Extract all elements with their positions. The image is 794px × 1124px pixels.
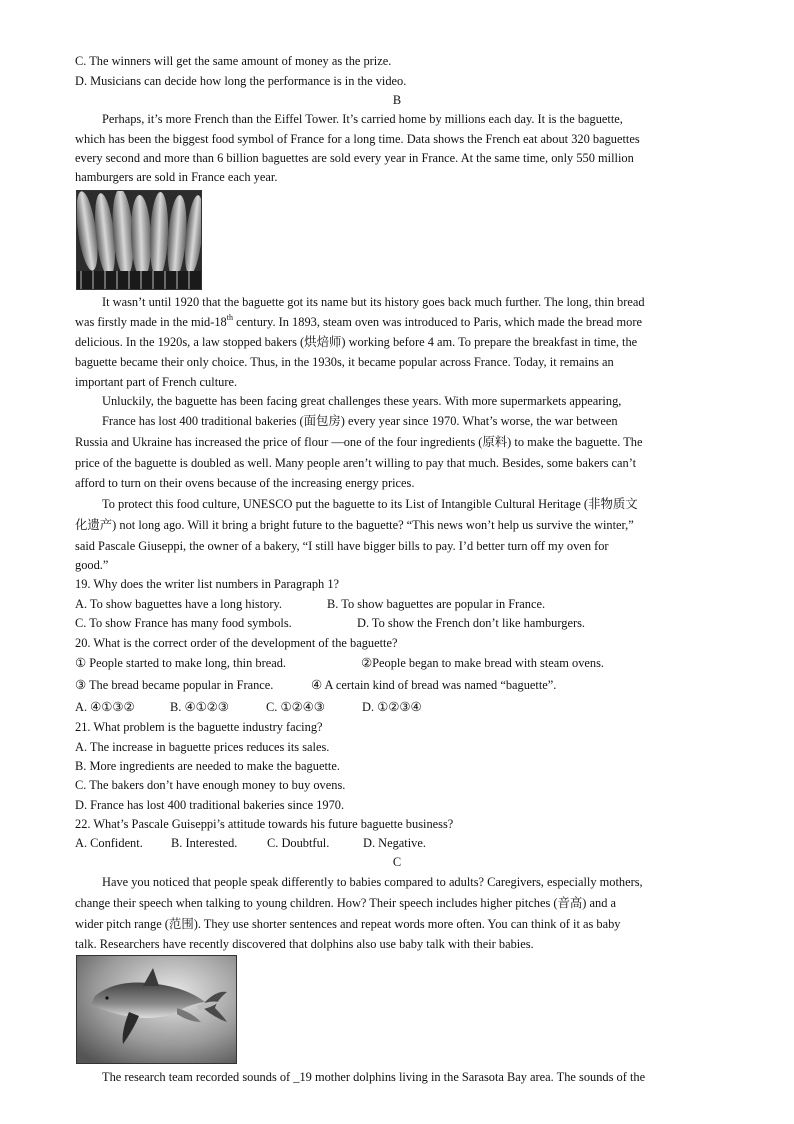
para-c1-line: wider pitch range (范围). They use shorter sentences and repeat words more often. You can think of it as baby xyxy=(75,917,621,931)
option-d: D. Negative. xyxy=(363,836,426,850)
question-20-statements-row1 xyxy=(75,654,718,673)
para-b2-line: It wasn’t until 1920 that the baguette got its name but its history goes back much further. The long, thin bread xyxy=(102,295,645,309)
option-b: B. More ingredients are needed to make the baguette. xyxy=(75,759,340,773)
para-b4-line: France has lost 400 traditional bakeries (面包房) every year since 1970. What’s worse, the war between xyxy=(102,414,618,428)
para-b2-line: delicious. In the 1920s, a law stopped bakers (烘焙师) working before 4 am. To prepare the breakfast in time, the xyxy=(75,335,638,349)
option-c: C. Doubtful. xyxy=(267,836,330,850)
statement-3: ③ The bread became popular in France. xyxy=(75,678,274,692)
para-b5-line: good.” xyxy=(75,558,109,572)
option-c: C. ①②④③ xyxy=(266,700,325,714)
statement-1: ① People started to make long, thin bread. xyxy=(75,656,287,670)
question-20-options xyxy=(75,698,718,717)
para-c2-line: The research team recorded sounds of _19 mother dolphins living in the Sarasota Bay area. The sounds of the xyxy=(102,1070,646,1084)
para-b4-line: price of the baguette is doubled as well. Many people aren’t willing to pay that much. Besides, some bakers can’t xyxy=(75,456,637,470)
para-b2-line: important part of French culture. xyxy=(75,375,238,389)
question-20-statements-row2 xyxy=(75,676,718,695)
para-b1-line: which has been the biggest food symbol of France for a long time. Data shows the French eat about 320 baguettes xyxy=(75,132,640,146)
para-b2-line: baguette became their only choice. Thus, in the 1930s, it became popular across France. Today, it remains an xyxy=(75,355,614,369)
section-c-label: C xyxy=(392,855,402,869)
option-b: B. ④①②③ xyxy=(170,700,229,714)
para-b4-line: Russia and Ukraine has increased the price of flour —one of the four ingredients (原料) to make the baguette. The xyxy=(75,435,643,449)
dolphin-photo xyxy=(76,955,237,1064)
option-d-line: D. Musicians can decide how long the performance is in the video. xyxy=(75,74,407,88)
para-c1-line: change their speech when talking to young children. How? Their speech includes higher pitches (音高) and a xyxy=(75,896,617,910)
para-b4-line: afford to turn on their ovens because of the increasing energy prices. xyxy=(75,476,415,490)
para-b1-line: every second and more than 6 billion baguettes are sold every year in France. At the same time, only 550 million xyxy=(75,151,634,165)
option-a: A. To show baguettes have a long history. xyxy=(75,597,282,611)
question-22: 22. What’s Pascale Guiseppi’s attitude towards his future baguette business? xyxy=(75,817,454,831)
option-b: B. To show baguettes are popular in France. xyxy=(327,597,546,611)
option-a: A. ④①③② xyxy=(75,700,135,714)
option-b: B. Interested. xyxy=(171,836,238,850)
para-c1-line: talk. Researchers have recently discovered that dolphins also use baby talk with their babies. xyxy=(75,937,534,951)
section-b-label: B xyxy=(392,93,402,107)
baguette-photo xyxy=(76,190,202,290)
option-c: C. To show France has many food symbols. xyxy=(75,616,292,630)
statement-4: ④ A certain kind of bread was named “baguette”. xyxy=(311,678,557,692)
para-b3-line: Unluckily, the baguette has been facing great challenges these years. With more supermarkets appearing, xyxy=(102,394,622,408)
option-d: D. France has lost 400 traditional bakeries since 1970. xyxy=(75,798,345,812)
option-a: A. The increase in baguette prices reduces its sales. xyxy=(75,740,330,754)
para-b2-line: was firstly made in the mid-18th century. In 1893, steam oven was introduced to Paris, which made the bread more xyxy=(75,313,642,329)
question-22-options xyxy=(75,834,718,853)
option-c: C. The bakers don’t have enough money to buy ovens. xyxy=(75,778,346,792)
statement-2: ②People began to make bread with steam ovens. xyxy=(361,656,605,670)
question-19-options-row2 xyxy=(75,614,718,633)
question-19-options-row1 xyxy=(75,595,718,614)
question-21: 21. What problem is the baguette industry facing? xyxy=(75,720,323,734)
option-a: A. Confident. xyxy=(75,836,143,850)
para-c1-line: Have you noticed that people speak differently to babies compared to adults? Caregivers, especially mothers, xyxy=(102,875,643,889)
option-c-line: C. The winners will get the same amount of money as the prize. xyxy=(75,54,392,68)
para-b5-line: said Pascale Giuseppi, the owner of a bakery, “I still have bigger bills to pay. I’d better turn off my oven for xyxy=(75,539,609,553)
option-d: D. To show the French don’t like hamburgers. xyxy=(357,616,585,630)
para-b1-line: hamburgers are sold in France each year. xyxy=(75,170,278,184)
para-b5-line: To protect this food culture, UNESCO put the baguette to its List of Intangible Cultural Heritage (非物质文 xyxy=(102,497,638,511)
question-19: 19. Why does the writer list numbers in Paragraph 1? xyxy=(75,577,340,591)
para-b1-line: Perhaps, it’s more French than the Eiffel Tower. It’s carried home by millions each day. It is the baguette, xyxy=(102,112,623,126)
para-b5-line: 化遗产) not long ago. Will it bring a bright future to the baguette? “This news won’t help us survive the winter,” xyxy=(75,518,634,532)
question-20: 20. What is the correct order of the development of the baguette? xyxy=(75,636,398,650)
option-d: D. ①②③④ xyxy=(362,700,422,714)
